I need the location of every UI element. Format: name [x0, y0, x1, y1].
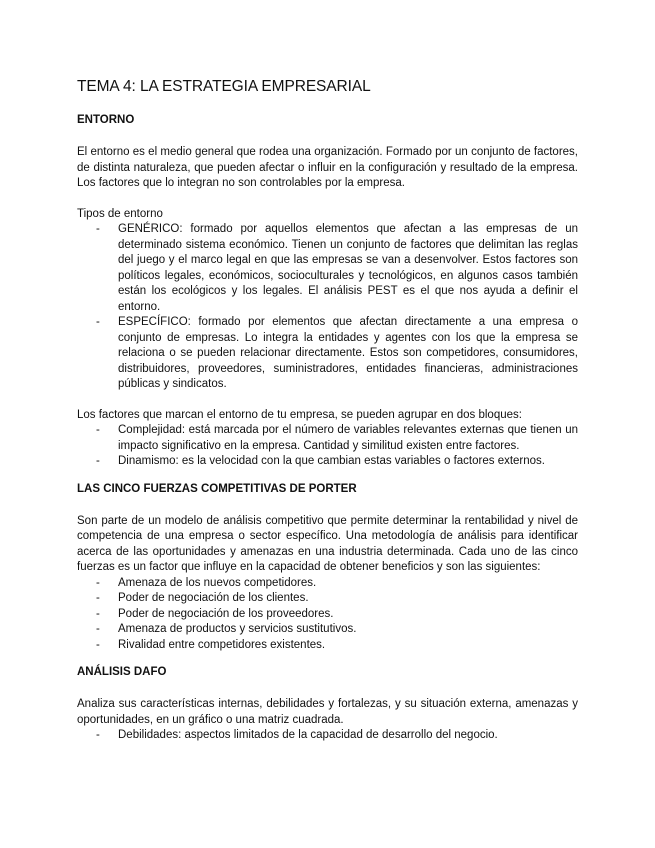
list-item: - Poder de negociación de los clientes. — [77, 591, 578, 607]
dafo-intro: Analiza sus características internas, debilidades y fortalezas, y su situación externa, amenazas y oportunidades, en un gráfico o una matriz cuadrada. — [77, 698, 578, 726]
dash-bullet-icon: - — [96, 729, 100, 741]
section-heading-dafo: ANÁLISIS DAFO — [77, 666, 167, 678]
entorno-intro: El entorno es el medio general que rodea una organización. Formado por un conjunto de factores, de distinta naturaleza, que pueden afectar o influir en la configuración y resultado de la empresa. Los factores que lo integran no son controlables por la empresa. — [77, 146, 578, 189]
list-item: - GENÉRICO: formado por aquellos elementos que afectan a las empresas de un determinado sistema económico. Tienen un conjunto de factores que delimitan las reglas del juego y el marco legal en que las empresas se van a desenvolver. Estos factores son políticos legales, económicos, socioculturales y tecnológicos, en algunos casos también están los ecológicos y los legales. El análisis PEST es el que nos ayuda a definir el entorno. — [96, 223, 578, 313]
blocks-list — [77, 423, 578, 470]
list-item: - Poder de negociación de los proveedores. — [77, 607, 578, 623]
list-item: - Debilidades: aspectos limitados de la capacidad de desarrollo del negocio. — [77, 728, 578, 744]
types-list — [77, 222, 578, 393]
porter-intro: Son parte de un modelo de análisis competitivo que permite determinar la rentabilidad y nivel de competencia de una empresa o sector específico. Una metodología de análisis para identificar acerca de las oportunidades y amenazas en una industria determinada. Cada uno de las cinco fuerzas es un factor que influye en la capacidad de obtener beneficios y son las siguientes: — [77, 514, 578, 573]
list-item: - Rivalidad entre competidores existentes. — [77, 638, 578, 654]
document-page — [77, 78, 578, 744]
dash-bullet-icon: - — [96, 316, 100, 328]
section-heading-porter: LAS CINCO FUERZAS COMPETITIVAS DE PORTER — [77, 482, 357, 495]
dash-bullet-icon: - — [96, 223, 100, 235]
dash-bullet-icon: - — [96, 576, 100, 589]
dash-bullet-icon: - — [96, 424, 100, 436]
dash-bullet-icon: - — [96, 455, 100, 467]
dafo-list — [77, 728, 578, 744]
list-item: - ESPECÍFICO: formado por elementos que afectan directamente a una empresa o conjunto de empresas. Lo integra la entidades y agentes con los que la empresa se relaciona o se pueden relacionar directamente. Estos son competidores, consumidores, distribuidores, proveedores, suministradores, entidades financieras, administraciones públicas y sindicatos. — [96, 316, 578, 390]
dash-bullet-icon: - — [96, 623, 100, 635]
list-item: - Complejidad: está marcada por el número de variables relevantes externas que tienen un impacto significativo en la empresa. Cantidad y similitud existen entre factores. — [96, 424, 578, 452]
dash-bullet-icon: - — [96, 592, 100, 604]
forces-list — [77, 576, 578, 654]
list-item: - Amenaza de productos y servicios sustitutivos. — [77, 622, 578, 638]
list-item: - Amenaza de los nuevos competidores. — [77, 576, 578, 592]
section-heading-entorno: ENTORNO — [77, 114, 135, 126]
dash-bullet-icon: - — [96, 638, 100, 651]
blocks-intro: Los factores que marcan el entorno de tu empresa, se pueden agrupar en dos bloques: — [77, 408, 522, 421]
types-label: Tipos de entorno — [77, 207, 163, 220]
document-title: TEMA 4: LA ESTRATEGIA EMPRESARIAL — [77, 78, 371, 95]
dash-bullet-icon: - — [96, 607, 100, 620]
list-item: - Dinamismo: es la velocidad con la que cambian estas variables o factores externos. — [77, 454, 578, 470]
